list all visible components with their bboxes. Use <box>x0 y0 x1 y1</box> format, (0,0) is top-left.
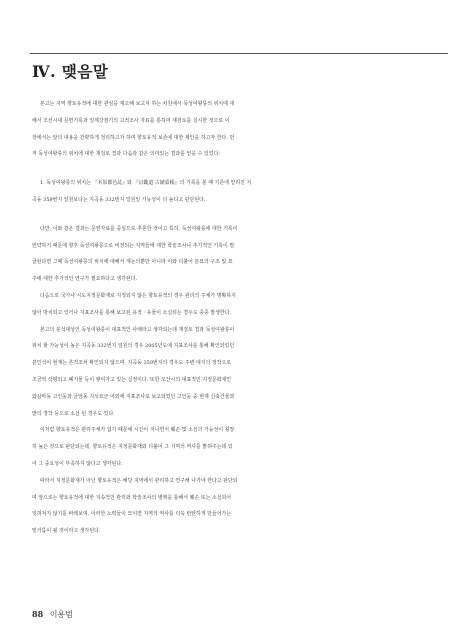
text-line: 1. 독성여왕릉의 위치는 『本原郡邑誌』와 『京畿道 古蹟臺帳』의 기록을 볼 때 기존에 알려진 지 <box>40 180 252 187</box>
text-line: 본고는 지역 향토유적에 대한 관심을 제고해 보고자 하는 차원에서 독성여왕릉의 위치에 대 <box>40 101 235 107</box>
text-line: 밭의 경작 등으로 소실 된 경우도 있다. <box>32 410 115 417</box>
text-line: 분인석이 현재는 흔적조차 확인되지 않으며, 지곡동 359번지의 경우도 주변 대지의 정작으로 <box>32 360 232 367</box>
paragraph <box>32 473 452 540</box>
text-line: 이처럼 향토유적은 관리주체가 없기 때문에 시간이 지나면서 훼손 및 소실의 가능성이 굉장 <box>40 427 235 434</box>
text-line: 잊혀져지 않기를 바래보며, 이러한 노력들이 모이면 지역의 역사를 더욱 탄탄하게 만들어가는 <box>32 511 232 518</box>
text-line: 다만, 이와 같은 결과는 문헌자료를 중심으로 추론한 것이고 특히, 독성여왕릉에 대한 기록이 <box>40 225 238 232</box>
text-line: 며 앞으로는 향토유적에 대한 지속적인 관리와 학술조사의 병행을 통해서 훼손 또는 소실되어 <box>32 494 232 501</box>
text-line: 히 높은 것으로 판단되는데, 향토유적은 지정문화재와 더불어 그 지역의 역사를 밝혀주는데 있 <box>32 444 233 451</box>
text-line: 위치 할 가능성이 높은 지곡동 332번지 일원의 경우 2005년도에 지표조사를 통해 확인되었던 <box>32 343 235 350</box>
text-line: 굴된다면 그때 독성여왕릉의 위치에 대해서 재논의뿐만 아니라 이와 더불어 분묘의 구조 및 묘 <box>32 259 233 266</box>
page-footer <box>32 609 73 620</box>
section-heading: Ⅳ. 맺음말 <box>32 62 109 81</box>
page-number: 88 <box>32 609 44 619</box>
text-line: 주에 대한 추가적인 연구가 필요하다고 생각된다. <box>32 276 138 283</box>
author-name: 이용범 <box>49 610 73 619</box>
text-line: 빈약하기 때문에 향후 독성여왕릉으로 비정되는 지역들에 대한 학술조사나 추가적인 기록이 발 <box>32 242 235 249</box>
text-line: 장에서는 앞의 내용을 간략하게 정리하고자 하며 향토유적 보존에 대한 제안을 하고자 한다. 먼 <box>32 134 235 141</box>
text-line: 곡동 359번지 일원보다는 지곡동 332번지 일원일 가능성이 더 높다고 판단된다. <box>32 196 206 203</box>
text-line: 않아 방치되고 있거나 지표조사를 통해 보고된 유적ㆍ유물이 소실되는 경우도 종종 발생한다. <box>32 309 232 316</box>
text-line: 다음으로 국가나 시도지정문화재로 지정되지 않은 향토유적의 경우 관리의 주체가 명확하지 <box>40 292 236 299</box>
text-line: 조금씩 삭평되고 폐기물 등이 쌓여가고 있는 실정이다. 또한 오산시의 대표적인 지정문화재인 <box>32 376 232 383</box>
paragraph <box>32 221 452 288</box>
paragraph <box>32 422 452 472</box>
body-text <box>32 96 452 540</box>
text-line: 어 그 중요성이 부족하지 않다고 생각된다. <box>32 460 123 467</box>
paragraph <box>32 96 452 163</box>
text-line: 따라서 지정문화재가 아닌 향토유적은 해당 지역에서 관리하고 연구해 나가야 한다고 판단되 <box>40 477 238 484</box>
text-line: 본고의 분석대상인 독성여왕릉이 대표적인 사례라고 생각되는데 재검토 결과 독성여왕릉이 <box>40 326 235 333</box>
paragraph <box>32 175 452 209</box>
heading-rule <box>30 53 448 54</box>
text-line: 저 독성여왕릉의 위치에 대한 재검토 결과 다음과 같은 의미있는 결과를 얻을 수 있었다. <box>32 151 220 158</box>
text-line: 와삼마동 고인돌과 금암동 지석묘군 이외에 지표조사로 보고되었던 고인돌 중 현재 신축건물과 <box>32 393 235 400</box>
paragraph <box>32 288 452 422</box>
text-line: 해서 조선시대 문헌기록과 일제강점기의 고적조사 자료를 통하여 재검토를 실시한 것으로 이 <box>32 117 230 124</box>
text-line: 밑거름이 될 것이라고 생각된다. <box>32 528 101 535</box>
